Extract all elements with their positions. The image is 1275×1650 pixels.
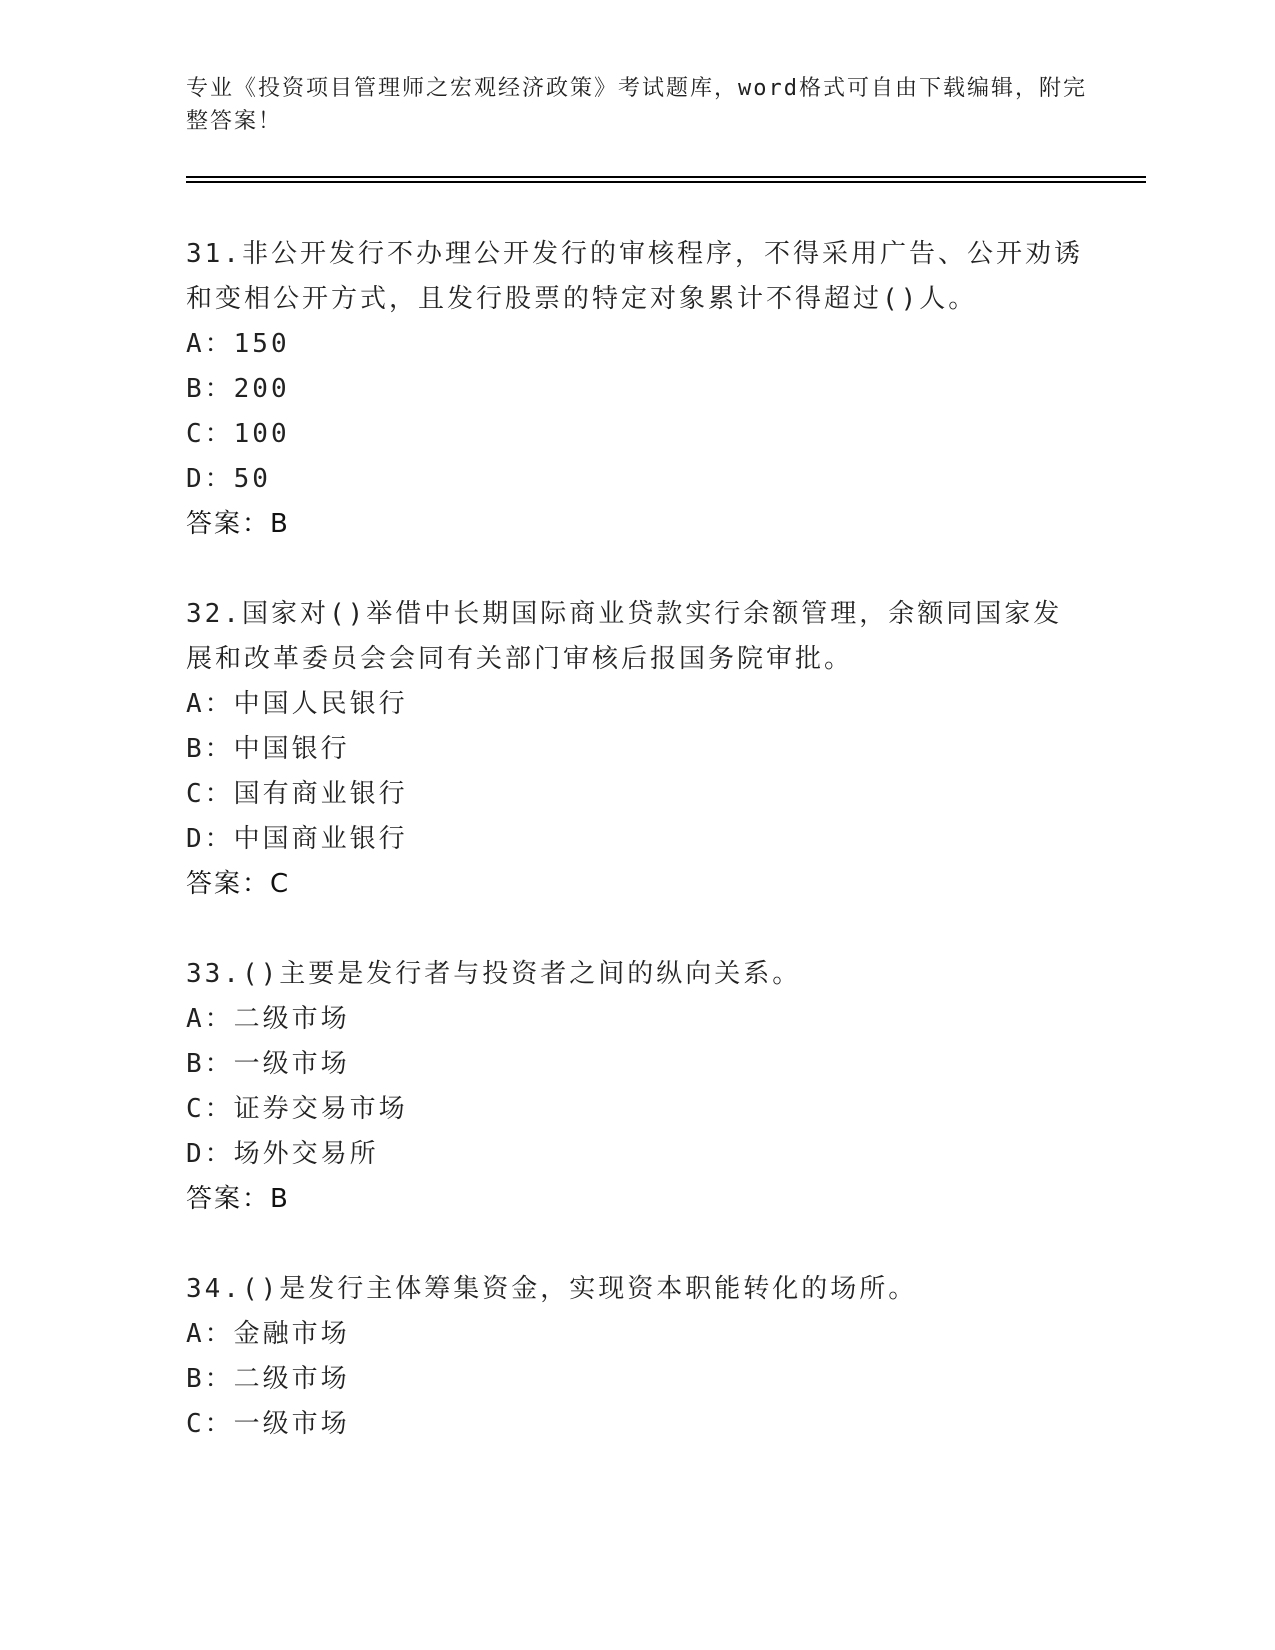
divider-line-top xyxy=(186,176,1146,178)
option-b: B：二级市场 xyxy=(186,1364,350,1394)
question-33 xyxy=(186,952,1086,1222)
option-c: C：100 xyxy=(186,419,290,449)
option-a: A：二级市场 xyxy=(186,1004,350,1034)
header-text: 专业《投资项目管理师之宏观经济政策》考试题库，word格式可自由下载编辑，附完整答案！ xyxy=(186,76,1087,134)
option-d: D：中国商业银行 xyxy=(186,824,408,854)
header-divider xyxy=(186,176,1146,183)
option-a: A：金融市场 xyxy=(186,1319,350,1349)
option-b: B：中国银行 xyxy=(186,734,350,764)
option-d: D：50 xyxy=(186,464,271,494)
option-b: B：一级市场 xyxy=(186,1049,350,1079)
question-stem: 31.非公开发行不办理公开发行的审核程序，不得采用广告、公开劝诱和变相公开方式，且发行股票的特定对象累计不得超过()人。 xyxy=(186,239,1083,314)
option-c: C：一级市场 xyxy=(186,1409,350,1439)
document-header xyxy=(186,72,1106,138)
question-stem: 34.()是发行主体筹集资金，实现资本职能转化的场所。 xyxy=(186,1274,918,1304)
option-b: B：200 xyxy=(186,374,290,404)
question-stem: 33.()主要是发行者与投资者之间的纵向关系。 xyxy=(186,959,802,989)
question-34 xyxy=(186,1267,1086,1447)
option-a: A：150 xyxy=(186,329,290,359)
question-32 xyxy=(186,592,1086,907)
question-stem: 32.国家对()举借中长期国际商业贷款实行余额管理，余额同国家发展和改革委员会会同有关部门审核后报国务院审批。 xyxy=(186,599,1063,674)
option-c: C：证券交易市场 xyxy=(186,1094,408,1124)
option-a: A：中国人民银行 xyxy=(186,689,408,719)
question-31 xyxy=(186,232,1086,547)
option-d: D：场外交易所 xyxy=(186,1139,379,1169)
divider-line-bottom xyxy=(186,181,1146,183)
option-c: C：国有商业银行 xyxy=(186,779,408,809)
question-list xyxy=(186,232,1086,1492)
answer: 答案：B xyxy=(186,1184,290,1214)
answer: 答案：B xyxy=(186,509,290,539)
answer: 答案：C xyxy=(186,869,291,899)
